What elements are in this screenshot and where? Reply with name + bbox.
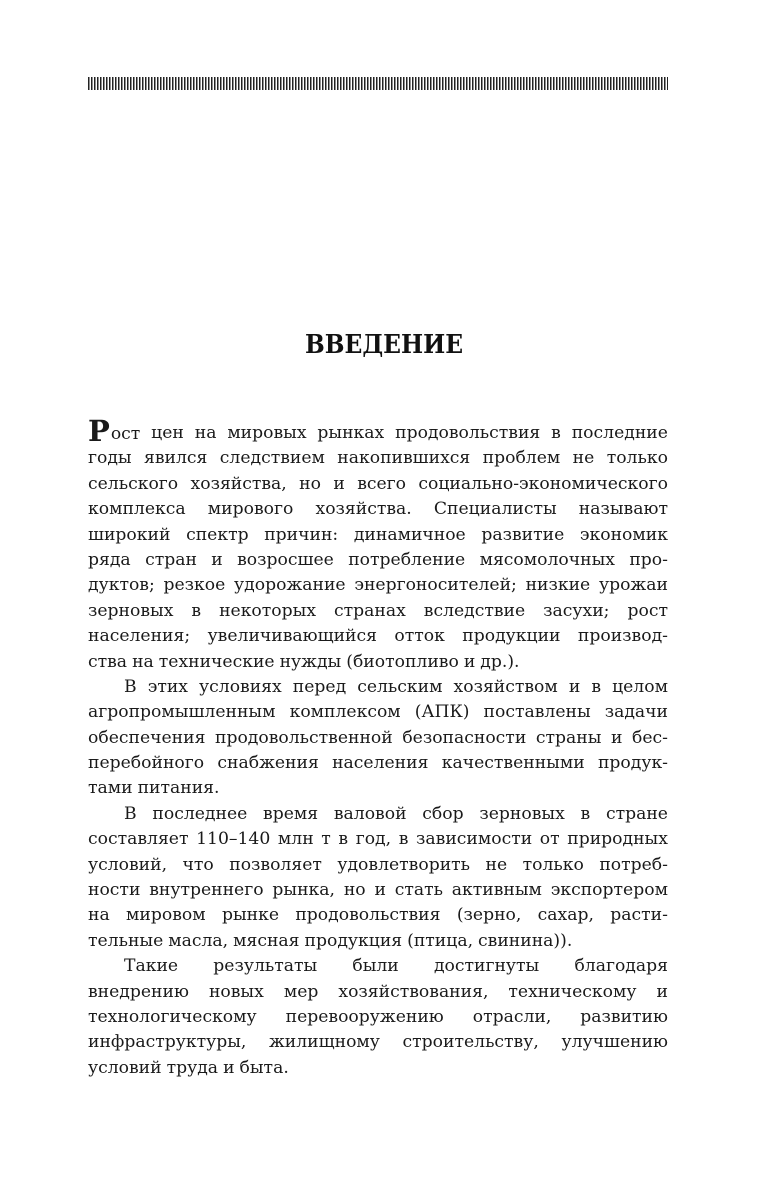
text-line: В последнее время валовой сбор зерновых в стране — [124, 803, 668, 824]
text-line: сельского хозяйства, но и всего социально-экономического — [88, 473, 668, 494]
paragraph — [88, 954, 668, 1081]
body-text — [88, 414, 668, 1081]
text-line: ства на технические нужды (биотопливо и др.). — [88, 651, 520, 672]
text-line: условий, что позволяет удовлетворить не только потреб- — [88, 854, 668, 875]
text-line: технологическому перевооружению отрасли, развитию — [88, 1006, 668, 1027]
paragraph — [88, 802, 668, 954]
text-line: ности внутреннего рынка, но и стать активным экспортером — [88, 880, 668, 901]
text-line: тами питания. — [88, 778, 220, 799]
text-line: условий труда и быта. — [88, 1057, 289, 1078]
text-line: составляет 110–140 млн т в год, в зависимости от природных — [88, 829, 668, 850]
text-line: населения; увеличивающийся отток продукции производ- — [88, 626, 668, 647]
text-line: перебойного снабжения населения качественными продук- — [88, 753, 668, 774]
header-decorative-rule — [88, 77, 668, 90]
text-line: Такие результаты были достигнуты благодаря — [124, 956, 668, 977]
drop-cap: Р — [88, 414, 110, 448]
text-line: инфраструктуры, жилищному строительству, улучшению — [88, 1032, 668, 1053]
text-line: годы явился следствием накопившихся проблем не только — [88, 448, 668, 469]
text-line: зерновых в некоторых странах вследствие засухи; рост — [88, 600, 668, 621]
text-line: Рост цен на мировых рынках продовольствия в последние — [88, 414, 668, 448]
paragraph — [88, 675, 668, 802]
text-line: внедрению новых мер хозяйствования, техническому и — [88, 981, 668, 1002]
text-line: комплекса мирового хозяйства. Специалисты называют — [88, 499, 668, 520]
text-line: В этих условиях перед сельским хозяйством и в целом — [124, 676, 668, 697]
text-line: обеспечения продовольственной безопасности страны и бес- — [88, 727, 668, 748]
text-line: на мировом рынке продовольствия (зерно, сахар, расти- — [88, 905, 668, 926]
chapter-title: ВВЕДЕНИЕ — [304, 330, 464, 360]
text-line: агропромышленным комплексом (АПК) поставлены задачи — [88, 702, 668, 723]
text-line: дуктов; резкое удорожание энергоносителей; низкие урожаи — [88, 575, 668, 596]
text-line: тельные масла, мясная продукция (птица, свинина)). — [88, 930, 573, 951]
text-line: широкий спектр причин: динамичное развитие экономик — [88, 524, 668, 545]
paragraph — [88, 414, 668, 675]
text-line: ряда стран и возросшее потребление мясомолочных про- — [88, 549, 668, 570]
